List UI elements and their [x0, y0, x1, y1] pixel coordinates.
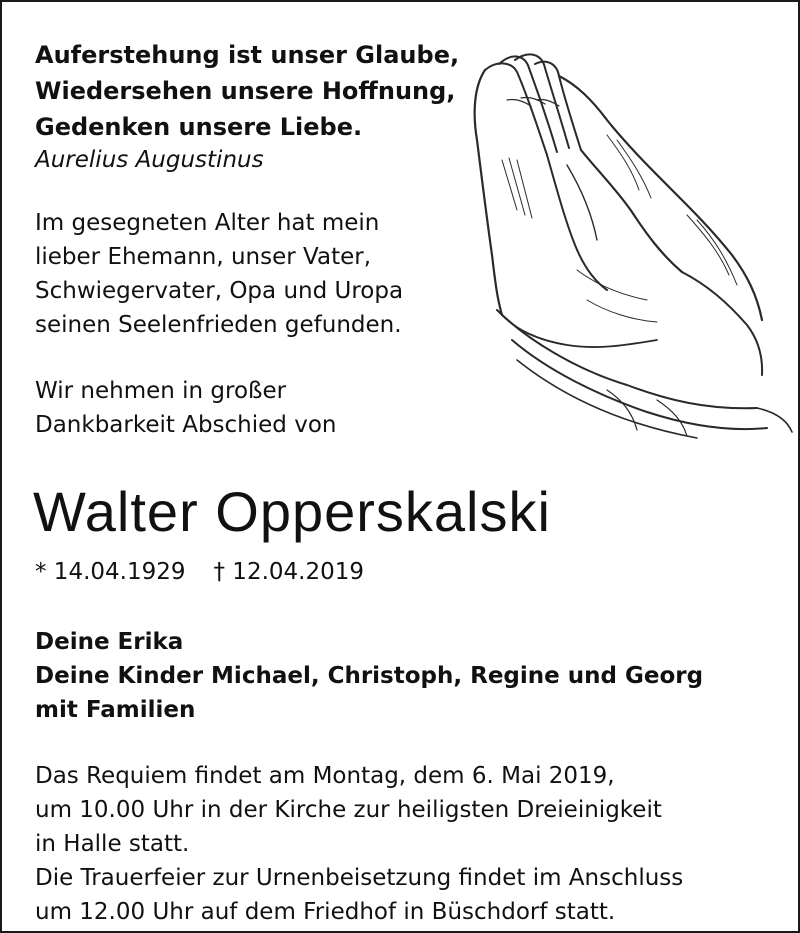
family-line: mit Familien: [35, 697, 196, 723]
intro-line: Im gesegneten Alter hat mein: [35, 210, 380, 236]
intro-line: Schwiegervater, Opa und Uropa: [35, 278, 404, 304]
family-line: Deine Kinder Michael, Christoph, Regine und Georg: [35, 663, 704, 689]
farewell-line: Wir nehmen in großer: [35, 378, 287, 404]
quote-author: Aurelius Augustinus: [35, 147, 264, 173]
funeral-line: Die Trauerfeier zur Urnenbeisetzung findet im Anschluss: [35, 865, 684, 891]
quote-line: Auferstehung ist unser Glaube,: [35, 41, 460, 69]
funeral-line: in Halle statt.: [35, 831, 190, 857]
intro-line: lieber Ehemann, unser Vater,: [35, 244, 372, 270]
life-dates: [35, 555, 364, 589]
birth-date: * 14.04.1929: [35, 559, 186, 585]
funeral-line: um 10.00 Uhr in der Kirche zur heiligsten Dreieinigkeit: [35, 797, 662, 823]
deceased-name: Walter Opperskalski: [33, 480, 551, 543]
quote-line: Gedenken unsere Liebe.: [35, 113, 363, 141]
funeral-line: um 12.00 Uhr auf dem Friedhof in Büschdorf statt.: [35, 899, 616, 925]
funeral-line: Das Requiem findet am Montag, dem 6. Mai 2019,: [35, 763, 615, 789]
quote-line: Wiedersehen unsere Hoffnung,: [35, 77, 456, 105]
family-line: Deine Erika: [35, 629, 184, 655]
family-signatures: [35, 625, 703, 727]
praying-hands-icon: [457, 40, 797, 440]
quote-block: [35, 37, 459, 145]
death-date: † 12.04.2019: [213, 559, 364, 585]
funeral-details: [35, 759, 683, 929]
intro-paragraph: [35, 206, 403, 342]
farewell-line: Dankbarkeit Abschied von: [35, 412, 337, 438]
intro-line: seinen Seelenfrieden gefunden.: [35, 312, 402, 338]
farewell-paragraph: [35, 374, 336, 442]
